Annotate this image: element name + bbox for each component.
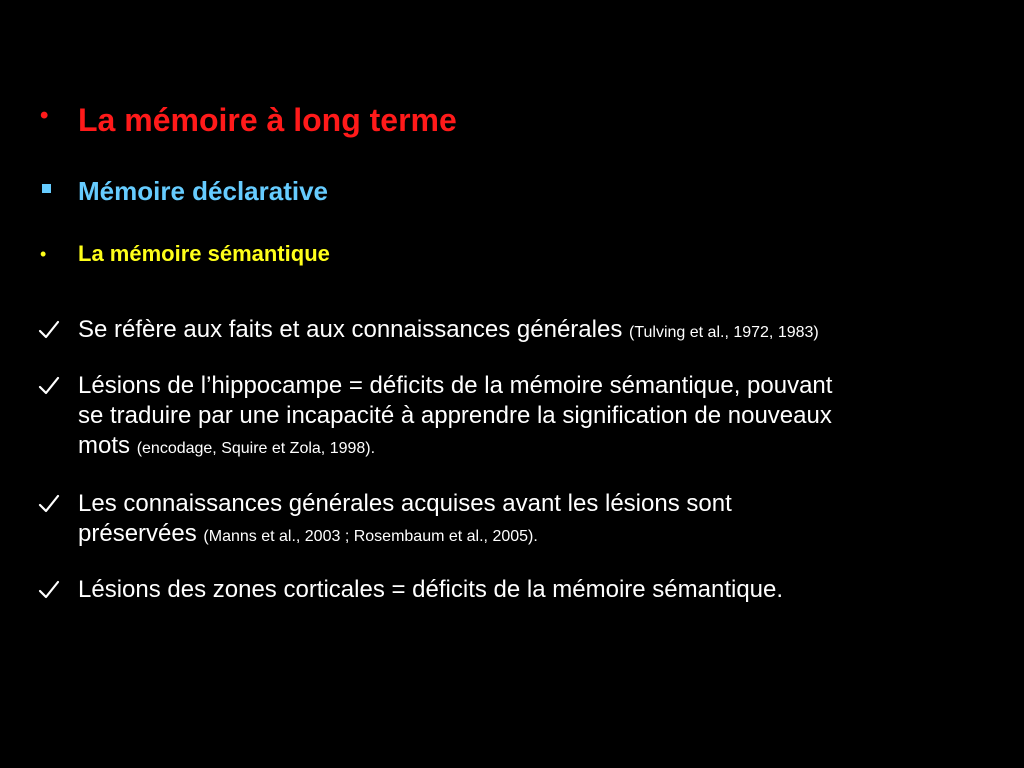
heading-level-3	[0, 238, 1024, 270]
checkmark-icon	[36, 491, 62, 517]
point-line: mots	[78, 432, 131, 459]
checkmark-icon	[36, 373, 62, 399]
point-line: se traduire par une incapacité à apprendre la signification de nouveaux	[78, 402, 832, 429]
list-item-text	[78, 371, 978, 464]
heading-level-2	[0, 172, 1024, 210]
point-line: Se réfère aux faits et aux connaissances générales	[78, 316, 623, 343]
list-item-text	[78, 315, 978, 348]
heading-2-text: Mémoire déclarative	[78, 176, 329, 206]
heading-level-1	[0, 98, 1024, 142]
bullet-dot-icon: •	[40, 244, 47, 264]
list-item-text	[78, 575, 978, 605]
point-line: Lésions des zones corticales = déficits de la mémoire sémantique.	[78, 576, 784, 603]
checkmark-icon	[36, 317, 62, 343]
citation: (Manns et al., 2003 ; Rosembaum et al., 2005).	[203, 528, 538, 545]
point-line: préservées	[78, 520, 197, 547]
checkmark-icon	[36, 577, 62, 603]
point-line: Les connaissances générales acquises avant les lésions sont	[78, 490, 732, 517]
citation: (Tulving et al., 1972, 1983)	[629, 324, 819, 341]
bullet-dot-icon: •	[40, 102, 49, 129]
list-item-text	[78, 489, 978, 552]
heading-3-text: La mémoire sémantique	[78, 241, 330, 266]
citation: (encodage, Squire et Zola, 1998).	[136, 440, 376, 457]
square-bullet-icon	[42, 184, 51, 193]
heading-1-text: La mémoire à long terme	[78, 102, 457, 138]
point-line: Lésions de l’hippocampe = déficits de la mémoire sémantique, pouvant	[78, 372, 833, 399]
